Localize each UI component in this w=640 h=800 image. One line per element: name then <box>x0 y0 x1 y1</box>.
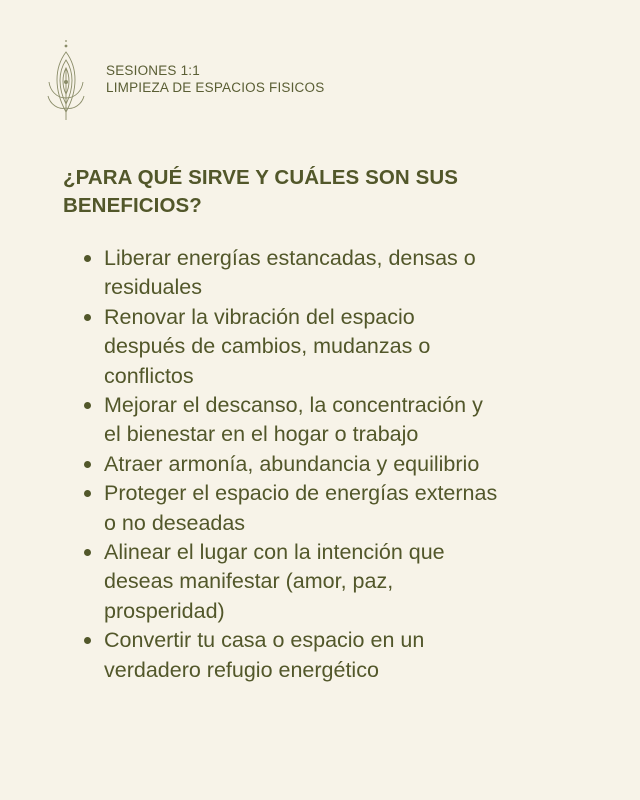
benefit-line: el bienestar en el hogar o trabajo <box>104 422 419 447</box>
list-item <box>64 626 584 685</box>
bullet-icon <box>84 461 91 468</box>
lotus-leaf-icon <box>44 38 88 122</box>
benefit-line: después de cambios, mudanzas o <box>104 334 431 359</box>
header-line1: SESIONES 1:1 <box>106 63 200 78</box>
bullet-icon <box>84 637 91 644</box>
bullet-icon <box>84 549 91 556</box>
list-item <box>64 538 584 626</box>
benefit-line: conflictos <box>104 363 194 388</box>
benefit-line: Proteger el espacio de energías externas <box>104 481 498 506</box>
list-item <box>64 303 584 391</box>
header-line2: LIMPIEZA DE ESPACIOS FISICOS <box>106 80 325 95</box>
header-text <box>106 62 324 96</box>
benefit-line: Alinear el lugar con la intención que <box>104 540 445 565</box>
benefit-line: prosperidad) <box>104 598 225 623</box>
heading-line1: ¿PARA QUÉ SIRVE Y CUÁLES SON SUS <box>63 166 459 189</box>
bullet-icon <box>84 490 91 497</box>
bullet-icon <box>84 255 91 262</box>
list-item <box>64 450 584 479</box>
benefit-line: Renovar la vibración del espacio <box>104 304 415 329</box>
bullet-icon <box>84 402 91 409</box>
benefit-line: verdadero refugio energético <box>104 657 379 682</box>
benefit-line: deseas manifestar (amor, paz, <box>104 569 394 594</box>
list-item <box>64 391 584 450</box>
benefit-line: Mejorar el descanso, la concentración y <box>104 393 483 418</box>
page-title <box>63 164 583 220</box>
benefit-line: Convertir tu casa o espacio en un <box>104 628 425 653</box>
benefit-line: o no deseadas <box>104 510 246 535</box>
benefit-line: Atraer armonía, abundancia y equilibrio <box>104 451 480 476</box>
heading-line2: BENEFICIOS? <box>63 194 202 217</box>
list-item <box>64 244 584 303</box>
bullet-icon <box>84 314 91 321</box>
list-item <box>64 479 584 538</box>
benefits-list <box>64 244 584 685</box>
benefit-line: residuales <box>104 275 202 300</box>
benefit-line: Liberar energías estancadas, densas o <box>104 246 476 270</box>
